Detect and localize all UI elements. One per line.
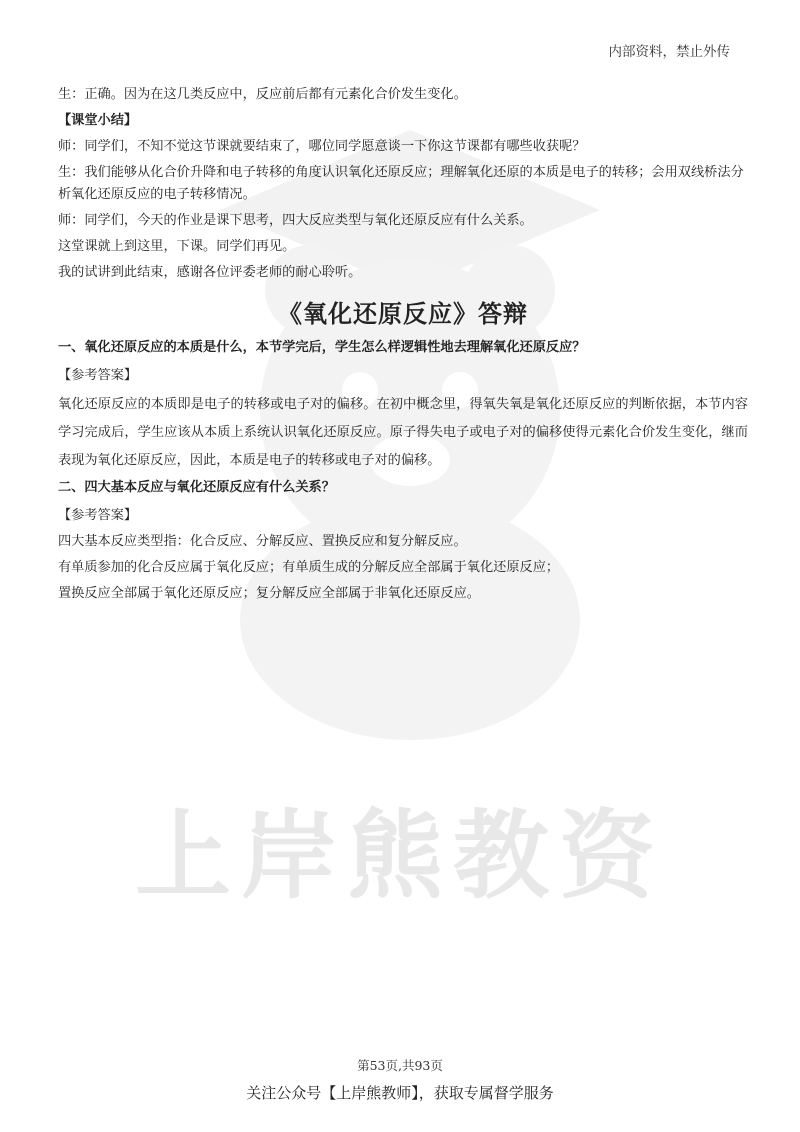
- question-2: 二、四大基本反应与氧化还原反应有什么关系？: [58, 480, 335, 495]
- lesson-line-4: 师：同学们，今天的作业是课下思考，四大反应类型与氧化还原反应有什么关系。: [58, 213, 533, 228]
- reference-answer-label-2: 【参考答案】: [58, 508, 138, 523]
- answer-2-line-3: 置换反应全部属于氧化还原反应；复分解反应全部属于非氧化还原反应。: [58, 586, 480, 601]
- page-number: 第53页,共93页: [357, 1058, 443, 1073]
- lesson-line-1: 生：正确。因为在这几类反应中，反应前后都有元素化合价发生变化。: [58, 87, 467, 102]
- lesson-line-6: 我的试讲到此结束，感谢各位评委老师的耐心聆听。: [58, 265, 362, 280]
- summary-heading: 【课堂小结】: [58, 113, 138, 128]
- lesson-line-3: 生：我们能够从化合价升降和电子转移的角度认识氧化还原反应；理解氧化还原的本质是电子的转移；会用双线桥法分析氧化还原反应的电子转移情况。: [58, 165, 744, 202]
- reference-answer-label-1: 【参考答案】: [58, 368, 138, 383]
- answer-2-line-1: 四大基本反应类型指：化合反应、分解反应、置换反应和复分解反应。: [58, 534, 467, 549]
- watermark-text: 上岸熊教资: [135, 800, 665, 912]
- document-content: [58, 84, 748, 609]
- lesson-line-5: 这堂课就上到这里，下课。同学们再见。: [58, 239, 296, 254]
- question-1: 一、氧化还原反应的本质是什么，本节学完后，学生怎么样逻辑性地去理解氧化还原反应？: [58, 340, 586, 355]
- answer-2-line-2: 有单质参加的化合反应属于氧化反应；有单质生成的分解反应全部属于氧化还原反应；: [58, 560, 560, 575]
- header-note: 内部资料，禁止外传: [608, 44, 730, 60]
- footer-follow-note: 关注公众号【上岸熊教师】，获取专属督学服务: [246, 1084, 554, 1102]
- lesson-line-2: 师：同学们，不知不觉这节课就要结束了，哪位同学愿意谈一下你这节课都有哪些收获呢？: [58, 139, 586, 154]
- defense-title: 《氧化还原反应》答辩: [278, 300, 528, 328]
- answer-1: 氧化还原反应的本质即是电子的转移或电子对的偏移。在初中概念里，得氧失氧是氧化还原反应的判断依据，本节内容学习完成后，学生应该从本质上系统认识氧化还原反应。原子得失电子或电子对的偏移使得元素化合价发生变化，继而表现为氧化还原反应，因此，本质是电子的转移或电子对的偏移。: [58, 397, 748, 468]
